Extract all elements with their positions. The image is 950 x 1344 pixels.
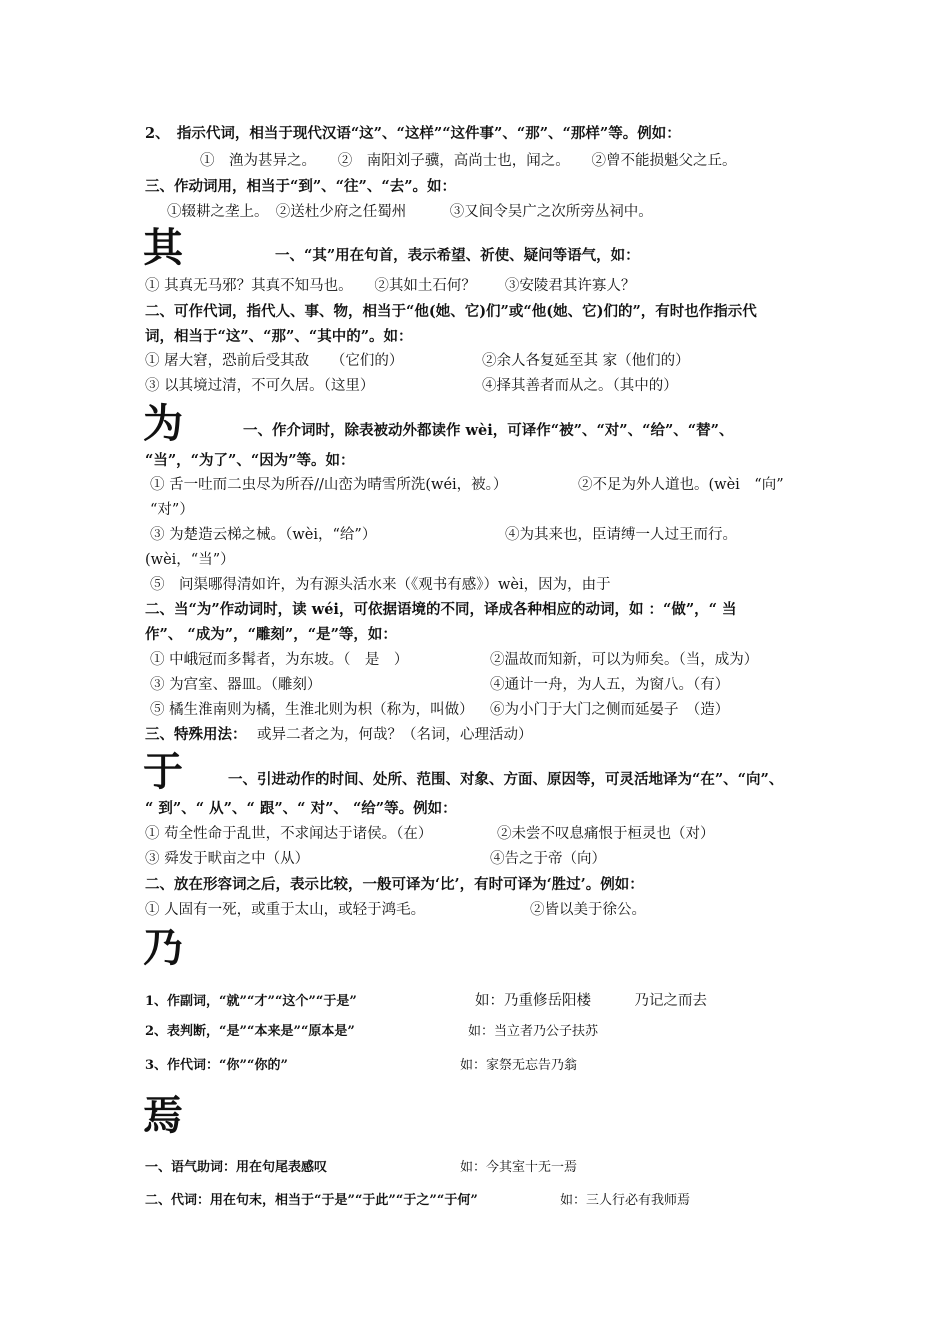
char-yu: 于 bbox=[143, 748, 183, 795]
pronoun-heading: 2、 指示代词，相当于现代汉语“这”、“这样”“这件事”、“那”、“那样”等。例如： bbox=[145, 125, 681, 142]
char-nai: 乃 bbox=[143, 924, 183, 971]
example-line: ④择其善者而从之。（其中的） bbox=[482, 378, 678, 394]
example-line: 或异二者之为，何哉？（名词，心理活动） bbox=[257, 727, 533, 743]
example-line: ④为其来也，臣请缚一人过王而行。 bbox=[505, 527, 737, 543]
example-line: ① 渔为甚异之。 ② 南阳刘子骥，高尚士也，闻之。 ②曾不能损魁父之丘。 bbox=[200, 153, 737, 169]
qi-heading-2b: 词，相当于“这”、“那”、“其中的”。如： bbox=[145, 328, 413, 345]
example-line: ①辍耕之垄上。 ②送杜少府之任蜀州 ③又间令吴广之次所旁丛祠中。 bbox=[167, 204, 653, 220]
example-line: ① 其真无马邪？其真不知马也。 ②其如土石何？ ③安陵君其许寡人？ bbox=[145, 278, 636, 294]
example-line: ⑥为小门于大门之侧而延晏子 （造） bbox=[490, 702, 730, 718]
example-line: ① 舌一吐而二虫尽为所吞//山峦为晴雪所洗(wéi，被。） bbox=[150, 477, 508, 493]
example-line: ②不足为外人道也。(wèi “向” bbox=[578, 477, 784, 493]
example-line: 如：家祭无忘告乃翁 bbox=[460, 1058, 578, 1073]
example-line: ⑤ 问渠哪得清如许，为有源头活水来（《观书有感》）wèi，因为，由于 bbox=[150, 577, 611, 593]
yan-row-1: 一、语气助词：用在句尾表感叹 bbox=[145, 1160, 328, 1175]
example-line: ②未尝不叹息痛恨于桓灵也（对） bbox=[497, 826, 715, 842]
wei-heading-2b: 作”、 “成为”，“雕刻”，“是”等，如： bbox=[145, 626, 397, 643]
nai-row-1: 1、作副词，“就”“才”“这个”“于是” bbox=[145, 994, 357, 1009]
example-line: ① 屠大窘，恐前后受其敌 （它们的） bbox=[145, 353, 404, 369]
example-line: ②余人各复延至其 家（他们的） bbox=[482, 353, 690, 369]
example-line: ②温故而知新，可以为师矣。（当，成为） bbox=[490, 652, 759, 668]
example-line: ②皆以美于徐公。 bbox=[530, 902, 646, 918]
example-line: ③ 舜发于畎亩之中（从） bbox=[145, 851, 310, 867]
char-yan: 焉 bbox=[143, 1092, 183, 1139]
example-line: 如：乃重修岳阳楼 乃记之而去 bbox=[475, 993, 707, 1009]
yan-row-2: 二、代词：用在句末，相当于“于是”“于此”“于之”“于何” bbox=[145, 1193, 478, 1208]
example-line: ① 中峨冠而多髯者，为东坡。（ 是 ） bbox=[150, 652, 409, 668]
example-line: ③ 为楚造云梯之械。（wèi，“给”） bbox=[150, 527, 377, 543]
nai-row-2: 2、表判断，“是”“本来是”“原本是” bbox=[145, 1024, 355, 1039]
wei-heading-2: 二、当“为”作动词时，读 wéi，可依据语境的不同，译成各种相应的动词，如 ：“做”，“ 当 bbox=[145, 601, 737, 618]
char-wei: 为 bbox=[143, 400, 183, 447]
qi-heading-1: 一、“其”用在句首，表示希望、祈使、疑问等语气，如： bbox=[275, 247, 640, 264]
char-qi: 其 bbox=[143, 224, 183, 271]
yu-heading-1b: “ 到”、“ 从”、“ 跟”、“ 对”、 “给”等。例如： bbox=[145, 800, 457, 817]
qi-heading-2: 二、可作代词，指代人、事、物，相当于“他(她、它)们”或“他(她、它)们的”，有时也作指示代 bbox=[145, 303, 757, 320]
example-line: ③ 为宫室、器皿。（雕刻） bbox=[150, 677, 322, 693]
example-line: 如：今其室十无一焉 bbox=[460, 1160, 578, 1175]
wei-heading-1b: “当”，“为了”、“因为”等。如： bbox=[145, 452, 355, 469]
wei-heading-1: 一、作介词时，除表被动外都读作 wèi，可译作“被”、“对”、“给”、“替”、 bbox=[243, 422, 734, 439]
example-line: ③ 以其境过清，不可久居。（这里） bbox=[145, 378, 375, 394]
example-line: ⑤ 橘生淮南则为橘，生淮北则为枳（称为，叫做） bbox=[150, 702, 474, 718]
example-line: ① 苟全性命于乱世，不求闻达于诸侯。（在） bbox=[145, 826, 433, 842]
yu-heading-1: 一、引进动作的时间、处所、范围、对象、方面、原因等，可灵活地译为“在”、“向”、 bbox=[228, 771, 784, 788]
verb-heading: 三、作动词用，相当于“到”、“往”、“去”。如： bbox=[145, 178, 457, 195]
wei-heading-3: 三、特殊用法： bbox=[145, 726, 247, 743]
example-line: ④通计一舟，为人五，为窗八。（有） bbox=[490, 677, 730, 693]
yu-heading-2: 二、放在形容词之后，表示比较，一般可译为‘比’，有时可译为‘胜过’。例如： bbox=[145, 876, 644, 893]
example-line: 如：三人行必有我师焉 bbox=[560, 1193, 691, 1208]
example-line: ① 人固有一死，或重于太山，或轻于鸿毛。 bbox=[145, 902, 426, 918]
example-line: (wèi，“当”） bbox=[145, 552, 235, 568]
example-line: ④告之于帝（向） bbox=[490, 851, 606, 867]
example-line: “对”） bbox=[150, 502, 194, 518]
nai-row-3: 3、作代词：“你”“你的” bbox=[145, 1058, 288, 1073]
example-line: 如：当立者乃公子扶苏 bbox=[468, 1024, 599, 1039]
